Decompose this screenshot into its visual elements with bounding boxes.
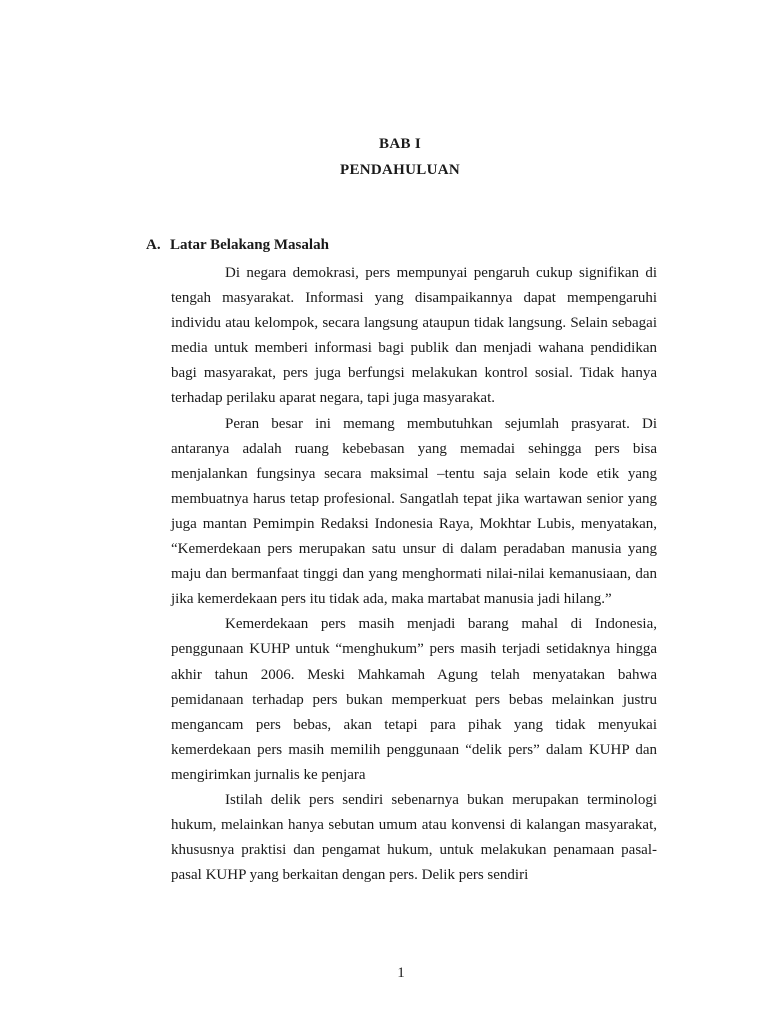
- chapter-number: BAB I: [379, 136, 421, 152]
- section-marker: A.: [146, 237, 161, 253]
- body-text: [171, 261, 657, 888]
- page-number: 1: [397, 965, 405, 981]
- chapter-title: PENDAHULUAN: [340, 162, 460, 178]
- paragraph-3: Kemerdekaan pers masih menjadi barang mahal di Indonesia, penggunaan KUHP untuk “menghukum” pers masih terjadi setidaknya hingga akhir tahun 2006. Meski Mahkamah Agung telah menyatakan bahwa pemidanaan terhadap pers bukan memperkuat pers bebas melainkan justru mengancam pers bebas, akan tetapi para pihak yang tidak menyukai kemerdekaan pers masih memilih penggunaan “delik pers” dalam KUHP dan mengirimkan jurnalis ke penjara: [171, 616, 657, 783]
- paragraph-1: Di negara demokrasi, pers mempunyai pengaruh cukup signifikan di tengah masyarakat. Informasi yang disampaikannya dapat mempengaruhi individu atau kelompok, secara langsung ataupun tidak langsung. Selain sebagai media untuk memberi informasi bagi publik dan menjadi wahana pendidikan bagi masyarakat, pers juga berfungsi melakukan kontrol sosial. Tidak hanya terhadap perilaku aparat negara, tapi juga masyarakat.: [171, 265, 657, 407]
- paragraph-2: Peran besar ini memang membutuhkan sejumlah prasyarat. Di antaranya adalah ruang kebebasan yang memadai sehingga pers bisa menjalankan fungsinya secara maksimal –tentu saja selain kode etik yang membuatnya harus tetap profesional. Sangatlah tepat jika wartawan senior yang juga mantan Pemimpin Redaksi Indonesia Raya, Mokhtar Lubis, menyatakan, “Kemerdekaan pers merupakan satu unsur di dalam peradaban manusia yang maju dan bermanfaat tinggi dan yang menghormati nilai-nilai kemanusiaan, dan jika kemerdekaan pers itu tidak ada, maka martabat manusia jadi hilang.”: [171, 415, 657, 608]
- section-heading: [146, 237, 329, 254]
- section-title: Latar Belakang Masalah: [170, 237, 329, 253]
- paragraph-4: Istilah delik pers sendiri sebenarnya bukan merupakan terminologi hukum, melainkan hanya sebutan umum atau konvensi di kalangan masyarakat, khususnya praktisi dan pengamat hukum, untuk melakukan penamaan pasal-pasal KUHP yang berkaitan dengan pers. Delik pers sendiri: [171, 791, 657, 884]
